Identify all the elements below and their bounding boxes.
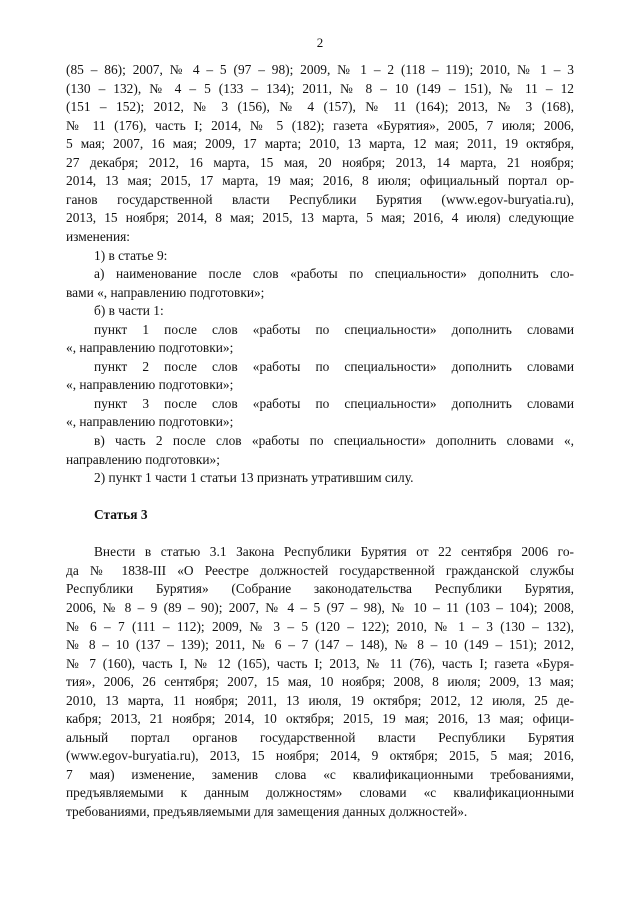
text-line: 27 декабря; 2012, 16 марта, 15 мая, 20 ноября; 2013, 14 марта, 21 ноября;: [66, 154, 574, 170]
text-line: «, направлению подготовки»;: [66, 340, 234, 356]
text-line: Внести в статью 3.1 Закона Республики Бурятия от 22 сентября 2006 го-: [94, 544, 574, 560]
text-line: кабря; 2013, 21 ноября; 2014, 10 октября; 2015, 19 мая; 2016, 13 мая; офици-: [66, 711, 574, 727]
text-line: (www.egov-buryatia.ru), 2013, 15 ноября; 2014, 9 октября; 2015, 5 мая; 2016,: [66, 748, 574, 764]
text-line: 2) пункт 1 части 1 статьи 13 признать утратившим силу.: [94, 470, 414, 486]
text-line: пункт 1 после слов «работы по специальности» дополнить словами: [94, 321, 574, 337]
text-line: а) наименование после слов «работы по специальности» дополнить сло-: [94, 266, 574, 282]
text-line: (151 – 152); 2012, № 3 (156), № 4 (157), № 11 (164); 2013, № 3 (168),: [66, 99, 574, 115]
text-line: пункт 3 после слов «работы по специальности» дополнить словами: [94, 395, 574, 411]
text-line: требованиями, предъявляемыми для замещения данных должностей».: [66, 804, 468, 819]
text-line: 2010, 13 марта, 11 ноября; 2011, 13 июля, 19 октября; 2012, 12 июля, 25 де-: [66, 692, 574, 708]
text-line: № 7 (160), часть I, № 12 (165), часть I; 2013, № 11 (76), часть I; газета «Буря-: [66, 655, 574, 671]
text-line: предъявляемыми к данным должностям» словами «с квалификационными: [66, 785, 574, 801]
text-line: б) в части 1:: [94, 303, 164, 319]
text-line: 2006, № 8 – 9 (89 – 90); 2007, № 4 – 5 (97 – 98), № 10 – 11 (103 – 104); 2008,: [66, 599, 574, 615]
text-line: изменения:: [66, 228, 131, 244]
text-line: (85 – 86); 2007, № 4 – 5 (97 – 98); 2009, № 1 – 2 (118 – 119); 2010, № 1 – 3: [66, 62, 574, 77]
text-line: 2014, 13 мая; 2015, 17 марта, 19 мая; 2016, 8 июля; официальный портал ор-: [66, 173, 574, 189]
text-line: тия», 2006, 26 сентября; 2007, 15 мая, 10 ноября; 2008, 8 июля; 2009, 13 мая;: [66, 674, 574, 690]
text-line: направлению подготовки»;: [66, 451, 220, 467]
text-line: Республики Бурятия» (Собрание законодательства Республики Бурятия,: [66, 581, 574, 597]
text-line: № 6 – 7 (111 – 112); 2009, № 3 – 5 (120 – 122); 2010, № 1 – 3 (130 – 132),: [66, 618, 574, 634]
text-line: в) часть 2 после слов «работы по специальности» дополнить словами «,: [94, 433, 574, 448]
text-line: 1) в статье 9:: [94, 247, 168, 263]
text-line: да № 1838-III «О Реестре должностей государственной гражданской службы: [66, 562, 574, 578]
text-line: 5 мая; 2007, 16 мая; 2009, 17 марта; 2010, 13 марта, 12 мая; 2011, 19 октября,: [66, 136, 574, 152]
text-line: «, направлению подготовки»;: [66, 414, 234, 430]
text-line: (130 – 132), № 4 – 5 (133 – 134); 2011, № 8 – 10 (149 – 151), № 11 – 12: [66, 80, 574, 96]
page-number: 2: [316, 35, 324, 50]
text-line: вами «, направлению подготовки»;: [66, 284, 265, 300]
text-line: «, направлению подготовки»;: [66, 377, 234, 393]
article-heading: Статья 3: [94, 507, 148, 523]
text-line: альный портал органов государственной власти Республики Бурятия: [66, 729, 574, 745]
text-line: № 11 (176), часть I; 2014, № 5 (182); газета «Бурятия», 2005, 7 июля; 2006,: [66, 117, 574, 133]
text-line: пункт 2 после слов «работы по специальности» дополнить словами: [94, 358, 574, 374]
text-line: 7 мая) изменение, заменив слова «с квалификационными требованиями,: [66, 766, 574, 782]
text-line: 2013, 15 ноября; 2014, 8 мая; 2015, 13 марта, 5 мая; 2016, 4 июля) следующие: [66, 210, 574, 226]
text-line: ганов государственной власти Республики Бурятия (www.egov-buryatia.ru),: [66, 191, 574, 207]
text-line: № 8 – 10 (137 – 139); 2011, № 6 – 7 (147 – 148), № 8 – 10 (149 – 151); 2012,: [66, 637, 574, 653]
